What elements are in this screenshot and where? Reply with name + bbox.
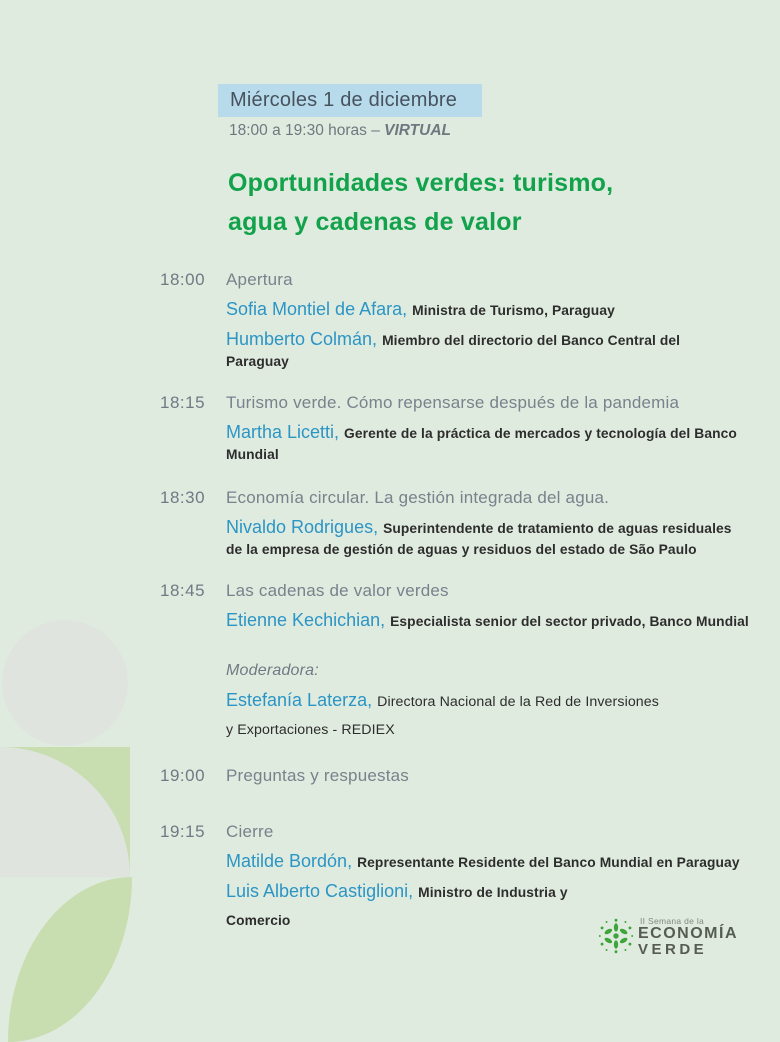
speaker-role-continued: Comercio [226, 913, 291, 928]
page-title-line2: agua y cadenas de valor [228, 208, 522, 236]
speaker-role: Superintendente de tratamiento de aguas residuales [383, 521, 732, 536]
speaker-name: Estefanía Laterza, [226, 690, 373, 710]
logo-subtitle: VERDE [638, 940, 708, 958]
agenda-item [160, 764, 720, 788]
speaker-name: Sofia Montiel de Afara, [226, 299, 408, 319]
speaker-name: Nivaldo Rodrigues, [226, 517, 379, 537]
item-time [160, 659, 226, 740]
agenda-item [160, 579, 749, 633]
agenda-item [160, 391, 737, 465]
speaker-name: Luis Alberto Castiglioni, [226, 881, 414, 901]
item-time: 18:00 [160, 270, 206, 289]
page-title [228, 164, 613, 242]
speaker-name: Matilde Bordón, [226, 851, 353, 871]
session-title: Turismo verde. Cómo repensarse después de la pandemia [226, 393, 680, 412]
logo-title: ECONOMÍA [638, 924, 738, 942]
speaker-name: Humberto Colmán, [226, 329, 378, 349]
item-time: 18:30 [160, 488, 206, 507]
decor-leaf [8, 877, 132, 1042]
speaker-line [226, 516, 732, 560]
session-title: Apertura [226, 270, 293, 289]
speaker-role: Especialista senior del sector privado, Banco Mundial [390, 614, 749, 629]
speaker-role: Ministro de Industria y [418, 885, 568, 900]
decor-circle [2, 620, 128, 746]
speaker-role: Representante Residente del Banco Mundial en Paraguay [357, 855, 740, 870]
speaker-line [226, 609, 749, 633]
logo-tagline: II Semana de la [640, 915, 705, 926]
session-title: Las cadenas de valor verdes [226, 581, 449, 600]
speaker-line [226, 689, 720, 740]
speaker-role: Directora Nacional de la Red de Inversiones [377, 694, 659, 710]
agenda-item [160, 268, 720, 372]
speaker-line [226, 421, 737, 465]
speaker-line [226, 298, 720, 322]
speaker-line [226, 850, 740, 874]
speaker-name: Martha Licetti, [226, 422, 340, 442]
session-title: Preguntas y respuestas [226, 766, 409, 785]
item-time: 19:00 [160, 766, 206, 785]
session-title: Economía circular. La gestión integrada del agua. [226, 488, 610, 507]
speaker-role-continued: de la empresa de gestión de aguas y residuos del estado de São Paulo [226, 542, 697, 557]
item-time: 19:15 [160, 822, 206, 841]
event-date: Miércoles 1 de diciembre [230, 89, 458, 111]
speaker-line [226, 328, 720, 372]
speaker-name: Etienne Kechichian, [226, 610, 386, 630]
page-title-line1: Oportunidades verdes: turismo, [228, 169, 614, 197]
economia-verde-logo [598, 915, 738, 957]
item-time: 18:15 [160, 393, 206, 412]
speaker-role-continued: Paraguay [226, 354, 289, 369]
starburst-leaf-icon [598, 915, 634, 957]
date-highlight [218, 84, 482, 117]
agenda-item-moderator [160, 659, 720, 740]
session-title: Cierre [226, 822, 274, 841]
event-time-range: 18:00 a 19:30 horas – [229, 122, 385, 139]
event-mode: VIRTUAL [384, 122, 452, 139]
speaker-role-continued: y Exportaciones - REDIEX [226, 722, 395, 738]
item-time: 18:45 [160, 581, 206, 600]
event-time-mode [229, 122, 451, 140]
agenda-item [160, 486, 732, 560]
speaker-role: Gerente de la práctica de mercados y tecnología del Banco [344, 426, 737, 441]
speaker-role: Miembro del directorio del Banco Central del [382, 333, 681, 348]
speaker-role: Ministra de Turismo, Paraguay [412, 303, 615, 318]
moderator-label: Moderadora: [226, 662, 319, 679]
speaker-role-continued: Mundial [226, 447, 279, 462]
